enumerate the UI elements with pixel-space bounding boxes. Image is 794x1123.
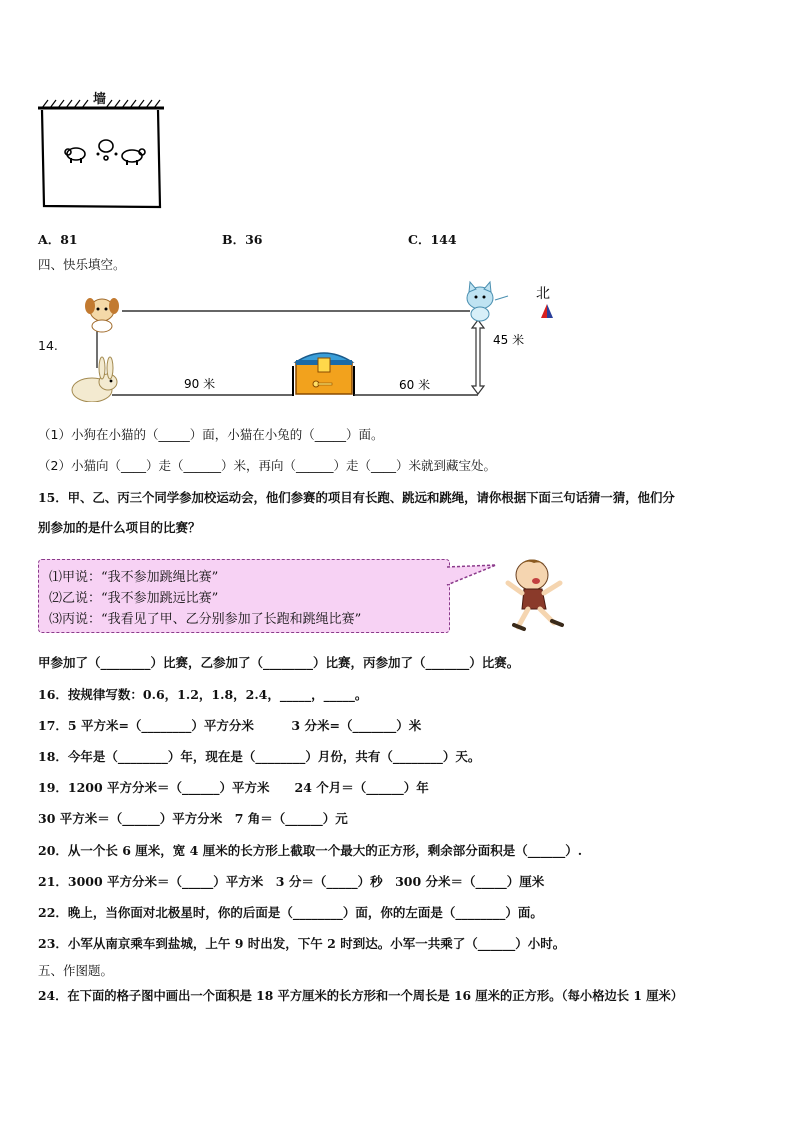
north-label: 北 [536, 286, 550, 302]
section5-title: 五、作图题。 [38, 963, 114, 978]
distance-45: 45 米 [493, 333, 525, 347]
q23: 23．小军从南京乘车到盐城，上午 9 时出发，下午 2 时到达。小军一共乘了（______）小时。 [38, 936, 566, 951]
treasure-chest-icon [296, 353, 352, 394]
speech-bubble [38, 559, 450, 633]
treasure-map-figure [60, 280, 560, 402]
q15-line2: 别参加的是什么项目的比赛？ [38, 520, 201, 535]
option-b: B．36 [222, 232, 263, 247]
q16: 16．按规律写数：0.6，1.2，1.8，2.4，_____，_____。 [38, 687, 368, 702]
option-c: C．144 [408, 232, 457, 247]
bubble-line-3: ⑶丙说：“我看见了甲、乙分别参加了长跑和跳绳比赛” [49, 612, 362, 627]
q17: 17．5 平方米=（________）平方分米 3 分米=（_______）米 [38, 718, 422, 733]
q19-line1: 19．1200 平方分米＝（______）平方米 24 个月＝（______）年 [38, 780, 429, 795]
distance-90: 90 米 [184, 377, 216, 391]
north-arrow-icon [541, 304, 553, 318]
distance-60: 60 米 [399, 378, 431, 392]
q18: 18．今年是（________）年，现在是（________）月份，共有（________）天。 [38, 749, 481, 764]
wall-label: 墙 [93, 92, 107, 107]
dog-icon [85, 298, 119, 332]
q21: 21．3000 平方分米＝（_____）平方米 3 分＝（_____）秒 300 分米＝（_____）厘米 [38, 874, 545, 889]
running-boy-icon [496, 553, 576, 633]
q14-number: 14. [38, 338, 58, 353]
bubble-line-1: ⑴甲说：“我不参加跳绳比赛” [49, 570, 219, 585]
option-a: A．81 [38, 232, 78, 247]
q22: 22．晚上，当你面对北极星时，你的后面是（________）面，你的左面是（________）面。 [38, 905, 543, 920]
bubble-line-2: ⑵乙说：“我不参加跳远比赛” [49, 591, 219, 606]
cat-icon [467, 282, 508, 321]
animals-drawing [65, 140, 145, 162]
q14-line1: （1）小狗在小猫的（_____）面，小猫在小兔的（_____）面。 [38, 427, 384, 442]
q20: 20．从一个长 6 厘米，宽 4 厘米的长方形上截取一个最大的正方形，剩余部分面积是（______）. [38, 843, 583, 858]
double-arrow-icon [472, 320, 484, 394]
rabbit-icon [72, 357, 117, 402]
q15-answer: 甲参加了（________）比赛，乙参加了（________）比赛，丙参加了（_______）比赛。 [38, 655, 520, 670]
q24: 24．在下面的格子图中画出一个面积是 18 平方厘米的长方形和一个周长是 16 厘米的正方形。（每小格边长 1 厘米） [38, 988, 684, 1003]
q19-line2: 30 平方米＝（______）平方分米 7 角＝（______）元 [38, 811, 348, 826]
section4-title: 四、快乐填空。 [38, 257, 126, 272]
q15-line1: 15．甲、乙、丙三个同学参加校运动会，他们参赛的项目有长跑、跳远和跳绳，请你根据下面三句话猜一猜，他们分 [38, 490, 675, 505]
bubble-tail [446, 563, 498, 589]
q14-line2: （2）小猫向（____）走（______）米，再向（______）走（____）米就到藏宝处。 [38, 458, 496, 473]
